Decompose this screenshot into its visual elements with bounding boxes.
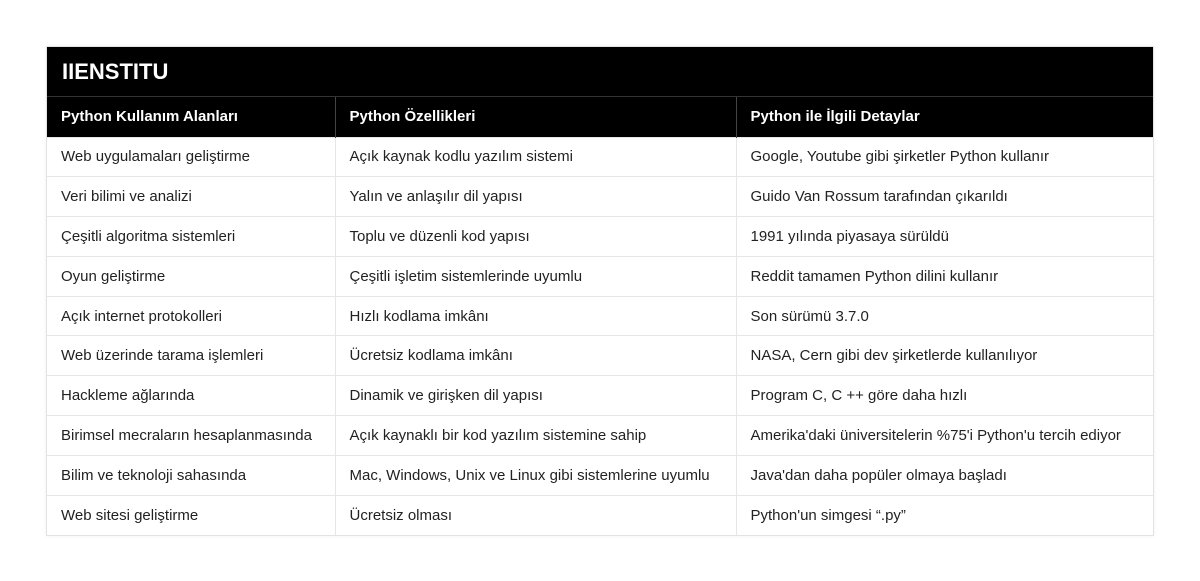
cell-usage: Hackleme ağlarında bbox=[47, 376, 335, 416]
cell-usage: Web üzerinde tarama işlemleri bbox=[47, 336, 335, 376]
table-title: IIENSTITU bbox=[47, 47, 1153, 97]
table-row bbox=[47, 455, 1153, 495]
column-header-usage: Python Kullanım Alanları bbox=[47, 97, 335, 137]
cell-detail: NASA, Cern gibi dev şirketlerde kullanılıyor bbox=[736, 336, 1153, 376]
cell-usage: Web uygulamaları geliştirme bbox=[47, 137, 335, 177]
cell-usage: Web sitesi geliştirme bbox=[47, 495, 335, 535]
cell-detail: 1991 yılında piyasaya sürüldü bbox=[736, 217, 1153, 257]
cell-feature: Açık kaynak kodlu yazılım sistemi bbox=[335, 137, 736, 177]
cell-feature: Ücretsiz kodlama imkânı bbox=[335, 336, 736, 376]
data-table-container bbox=[46, 46, 1154, 536]
table-row bbox=[47, 376, 1153, 416]
cell-feature: Toplu ve düzenli kod yapısı bbox=[335, 217, 736, 257]
cell-feature: Dinamik ve girişken dil yapısı bbox=[335, 376, 736, 416]
cell-detail: Java'dan daha popüler olmaya başladı bbox=[736, 455, 1153, 495]
cell-usage: Açık internet protokolleri bbox=[47, 296, 335, 336]
cell-detail: Son sürümü 3.7.0 bbox=[736, 296, 1153, 336]
table-row bbox=[47, 336, 1153, 376]
table-row bbox=[47, 217, 1153, 257]
cell-detail: Program C, C ++ göre daha hızlı bbox=[736, 376, 1153, 416]
table-row bbox=[47, 296, 1153, 336]
cell-usage: Oyun geliştirme bbox=[47, 256, 335, 296]
cell-detail: Guido Van Rossum tarafından çıkarıldı bbox=[736, 177, 1153, 217]
cell-detail: Google, Youtube gibi şirketler Python kullanır bbox=[736, 137, 1153, 177]
cell-usage: Birimsel mecraların hesaplanmasında bbox=[47, 416, 335, 456]
header-row bbox=[47, 97, 1153, 137]
cell-feature: Mac, Windows, Unix ve Linux gibi sistemlerine uyumlu bbox=[335, 455, 736, 495]
cell-feature: Hızlı kodlama imkânı bbox=[335, 296, 736, 336]
cell-feature: Yalın ve anlaşılır dil yapısı bbox=[335, 177, 736, 217]
column-header-details: Python ile İlgili Detaylar bbox=[736, 97, 1153, 137]
cell-usage: Veri bilimi ve analizi bbox=[47, 177, 335, 217]
table-row bbox=[47, 256, 1153, 296]
table-row bbox=[47, 177, 1153, 217]
cell-detail: Amerika'daki üniversitelerin %75'i Python'u tercih ediyor bbox=[736, 416, 1153, 456]
cell-feature: Çeşitli işletim sistemlerinde uyumlu bbox=[335, 256, 736, 296]
cell-usage: Çeşitli algoritma sistemleri bbox=[47, 217, 335, 257]
cell-usage: Bilim ve teknoloji sahasında bbox=[47, 455, 335, 495]
cell-feature: Ücretsiz olması bbox=[335, 495, 736, 535]
table-row bbox=[47, 495, 1153, 535]
column-header-features: Python Özellikleri bbox=[335, 97, 736, 137]
table-row bbox=[47, 416, 1153, 456]
cell-feature: Açık kaynaklı bir kod yazılım sistemine sahip bbox=[335, 416, 736, 456]
python-table bbox=[47, 97, 1153, 535]
cell-detail: Python'un simgesi “.py” bbox=[736, 495, 1153, 535]
cell-detail: Reddit tamamen Python dilini kullanır bbox=[736, 256, 1153, 296]
table-row bbox=[47, 137, 1153, 177]
